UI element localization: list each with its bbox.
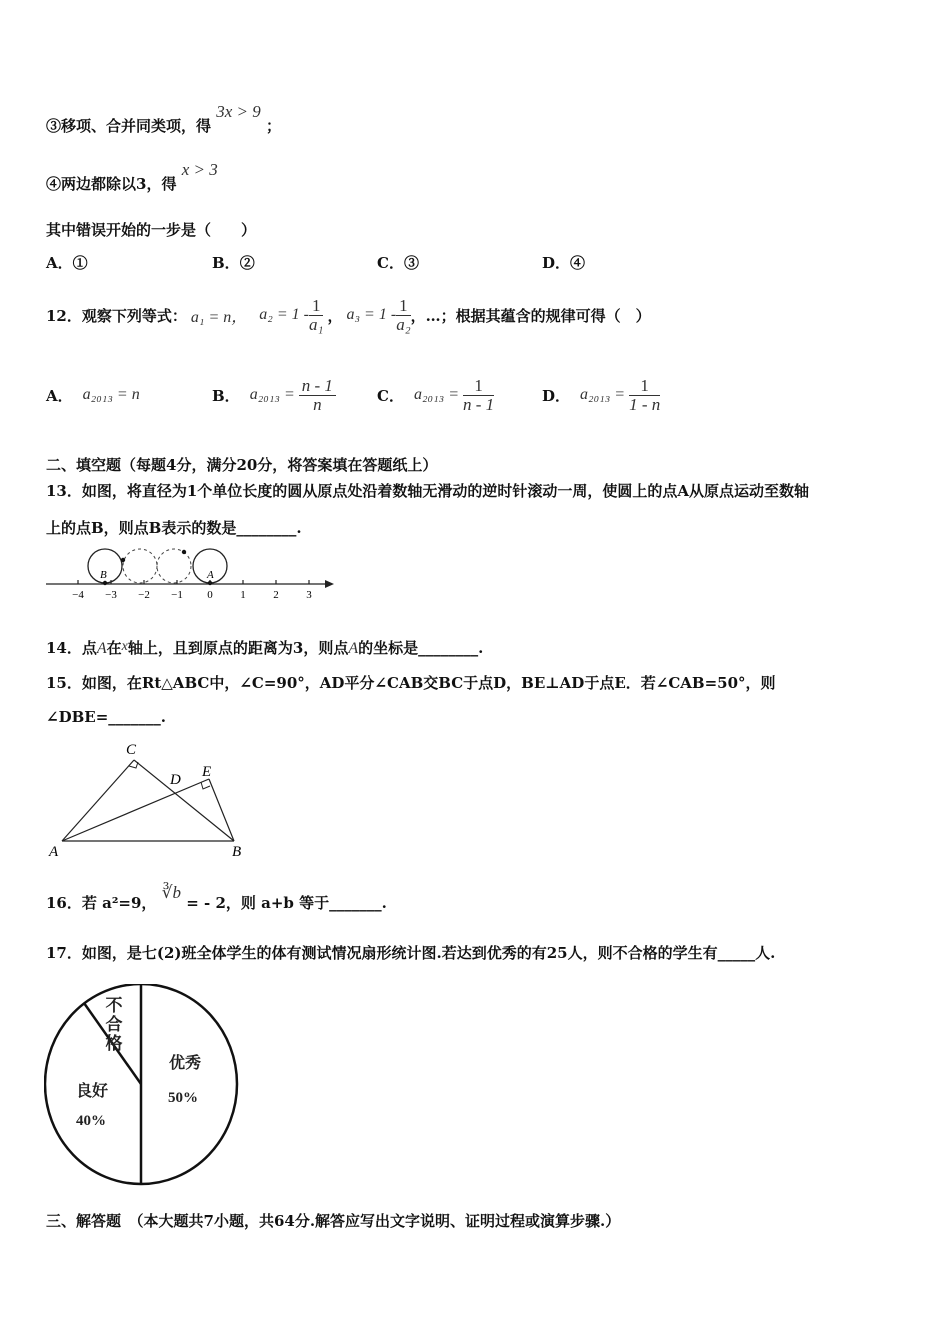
- tick-label: −3: [105, 589, 117, 601]
- tick-label: 1: [240, 589, 246, 601]
- side-ac: [62, 760, 134, 841]
- q12-eq1: a₁ = n，: [190, 308, 248, 326]
- q11-step3-text: ③移项、合并同类项，得: [46, 117, 212, 135]
- slice-percent-good: 40%: [76, 1113, 106, 1129]
- circle-dashed-2: [157, 549, 191, 583]
- q11-option-a: A．①: [46, 254, 88, 272]
- label-c: C: [126, 742, 137, 758]
- q12-option-b: B． a₂₀₁₃ = $\frac{n - 1}{n}$: [212, 372, 336, 418]
- fail-label-char: 合: [105, 1015, 123, 1034]
- q11-option-c: C．③: [377, 254, 419, 272]
- tick-label: −2: [138, 589, 150, 601]
- q13-line2: 上的点B，则点B表示的数是________.: [46, 519, 302, 537]
- label-b: B: [100, 569, 107, 581]
- segment-be: [209, 779, 234, 841]
- q12-option-c: C． a₂₀₁₃ = $\frac{1}{n - 1}$: [377, 375, 495, 414]
- q12-line: 12． 观察下列等式： a₁ = n， a₂ = 1 - $\frac{1}{\text{a₁}}$ ， a₃ = 1 - $\frac{1}{\text{a₂}}$ ，…；根据其蕴含的规律可得（ ）: [46, 295, 651, 334]
- q12-eq3-lhs: a₃ = 1 -: [346, 306, 397, 323]
- label-d: D: [170, 772, 181, 788]
- tick-label: 2: [273, 589, 279, 601]
- q11-step3: [46, 102, 282, 136]
- q11-question: 其中错误开始的一步是（ ）: [46, 221, 257, 239]
- circle-dashed-1: [123, 549, 157, 583]
- q12-option-d: D． a₂₀₁₃ = $\frac{1}{1 - n}$: [542, 375, 661, 414]
- q13-line1: 13．如图，将直径为1个单位长度的圆从原点处沿着数轴无滑动的逆时针滚动一周，使圆上的点A从原点运动至数轴: [46, 482, 809, 500]
- slice-label-excellent: 优秀: [169, 1055, 202, 1072]
- q15-triangle-figure: [44, 738, 250, 862]
- right-angle-e: [201, 782, 210, 789]
- section3-heading: 三、解答题 （本大题共7小题，共64分.解答应写出文字说明、证明过程或演算步骤.）: [46, 1212, 621, 1230]
- q14-point: A: [96, 640, 107, 657]
- circle-dot-1: [121, 558, 125, 562]
- label-b: B: [232, 844, 242, 860]
- q11-step3-math: 3x > 9: [216, 102, 261, 121]
- slice-label-good: 良好: [76, 1083, 109, 1100]
- q14-axis: x: [121, 639, 128, 654]
- q17-line: 17．如图，是七(2)班全体学生的体有测试情况扇形统计图.若达到优秀的有25人，则不合格的学生有_____人.: [46, 944, 776, 962]
- label-e: E: [202, 764, 212, 780]
- circle-dot-2: [182, 550, 186, 554]
- q14-line: 14．点A在x轴上，且到原点的距离为3，则点A的坐标是________.: [46, 639, 484, 657]
- bisector-ad: [62, 779, 209, 841]
- q11-step4-text: ④两边都除以3，得: [46, 175, 177, 193]
- q12-option-a: A． a₂₀₁₃ = n: [46, 386, 140, 405]
- q16-line: 16．若 a²=9， ∛b = - 2，则 a+b 等于_______.: [46, 883, 387, 912]
- q12-eq3-frac: $\frac{1}{\text{a₂}}$: [396, 295, 411, 334]
- q15-line1: 15．如图，在Rt△ABC中，∠C=90°，AD平分∠CAB交BC于点D，BE⊥AD于点E．若∠CAB=50°，则: [46, 674, 776, 692]
- side-cb: [134, 760, 234, 841]
- slice-label-fail: [106, 996, 123, 1053]
- section2-heading: 二、填空题（每题4分，满分20分，将答案填在答题纸上）: [46, 456, 438, 474]
- q11-step4: [46, 160, 218, 194]
- q11-step3-end: ；: [266, 117, 282, 135]
- q13-number-line-figure: [44, 544, 336, 606]
- fail-label-char: 不: [105, 996, 123, 1015]
- point-b-dot: [103, 581, 107, 585]
- q15-line2: ∠DBE=_______.: [46, 708, 166, 726]
- tick-label: 0: [207, 589, 213, 601]
- q12-suffix: ，…；根据其蕴含的规律可得（ ）: [410, 306, 651, 325]
- q16-radical: ∛b: [161, 883, 181, 902]
- q11-step4-math: x > 3: [181, 160, 218, 179]
- label-a: A: [49, 844, 59, 860]
- label-a: A: [207, 569, 214, 581]
- q11-option-b: B．②: [212, 254, 255, 272]
- tick-label: −1: [171, 589, 183, 601]
- axis-arrow: [325, 580, 334, 588]
- q11-option-d: D．④: [542, 254, 586, 272]
- tick-label: 3: [306, 589, 312, 601]
- q12-eq2-frac: $\frac{1}{\text{a₁}}$: [308, 295, 324, 334]
- q12-eq2-lhs: a₂ = 1 -: [259, 306, 309, 323]
- q17-pie-chart: [44, 984, 244, 1188]
- tick-label: −4: [72, 589, 84, 601]
- q12-number: 12．: [46, 306, 82, 325]
- slice-percent-excellent: 50%: [168, 1090, 198, 1106]
- q12-prefix: 观察下列等式：: [81, 306, 187, 325]
- fail-label-char: 格: [105, 1034, 123, 1053]
